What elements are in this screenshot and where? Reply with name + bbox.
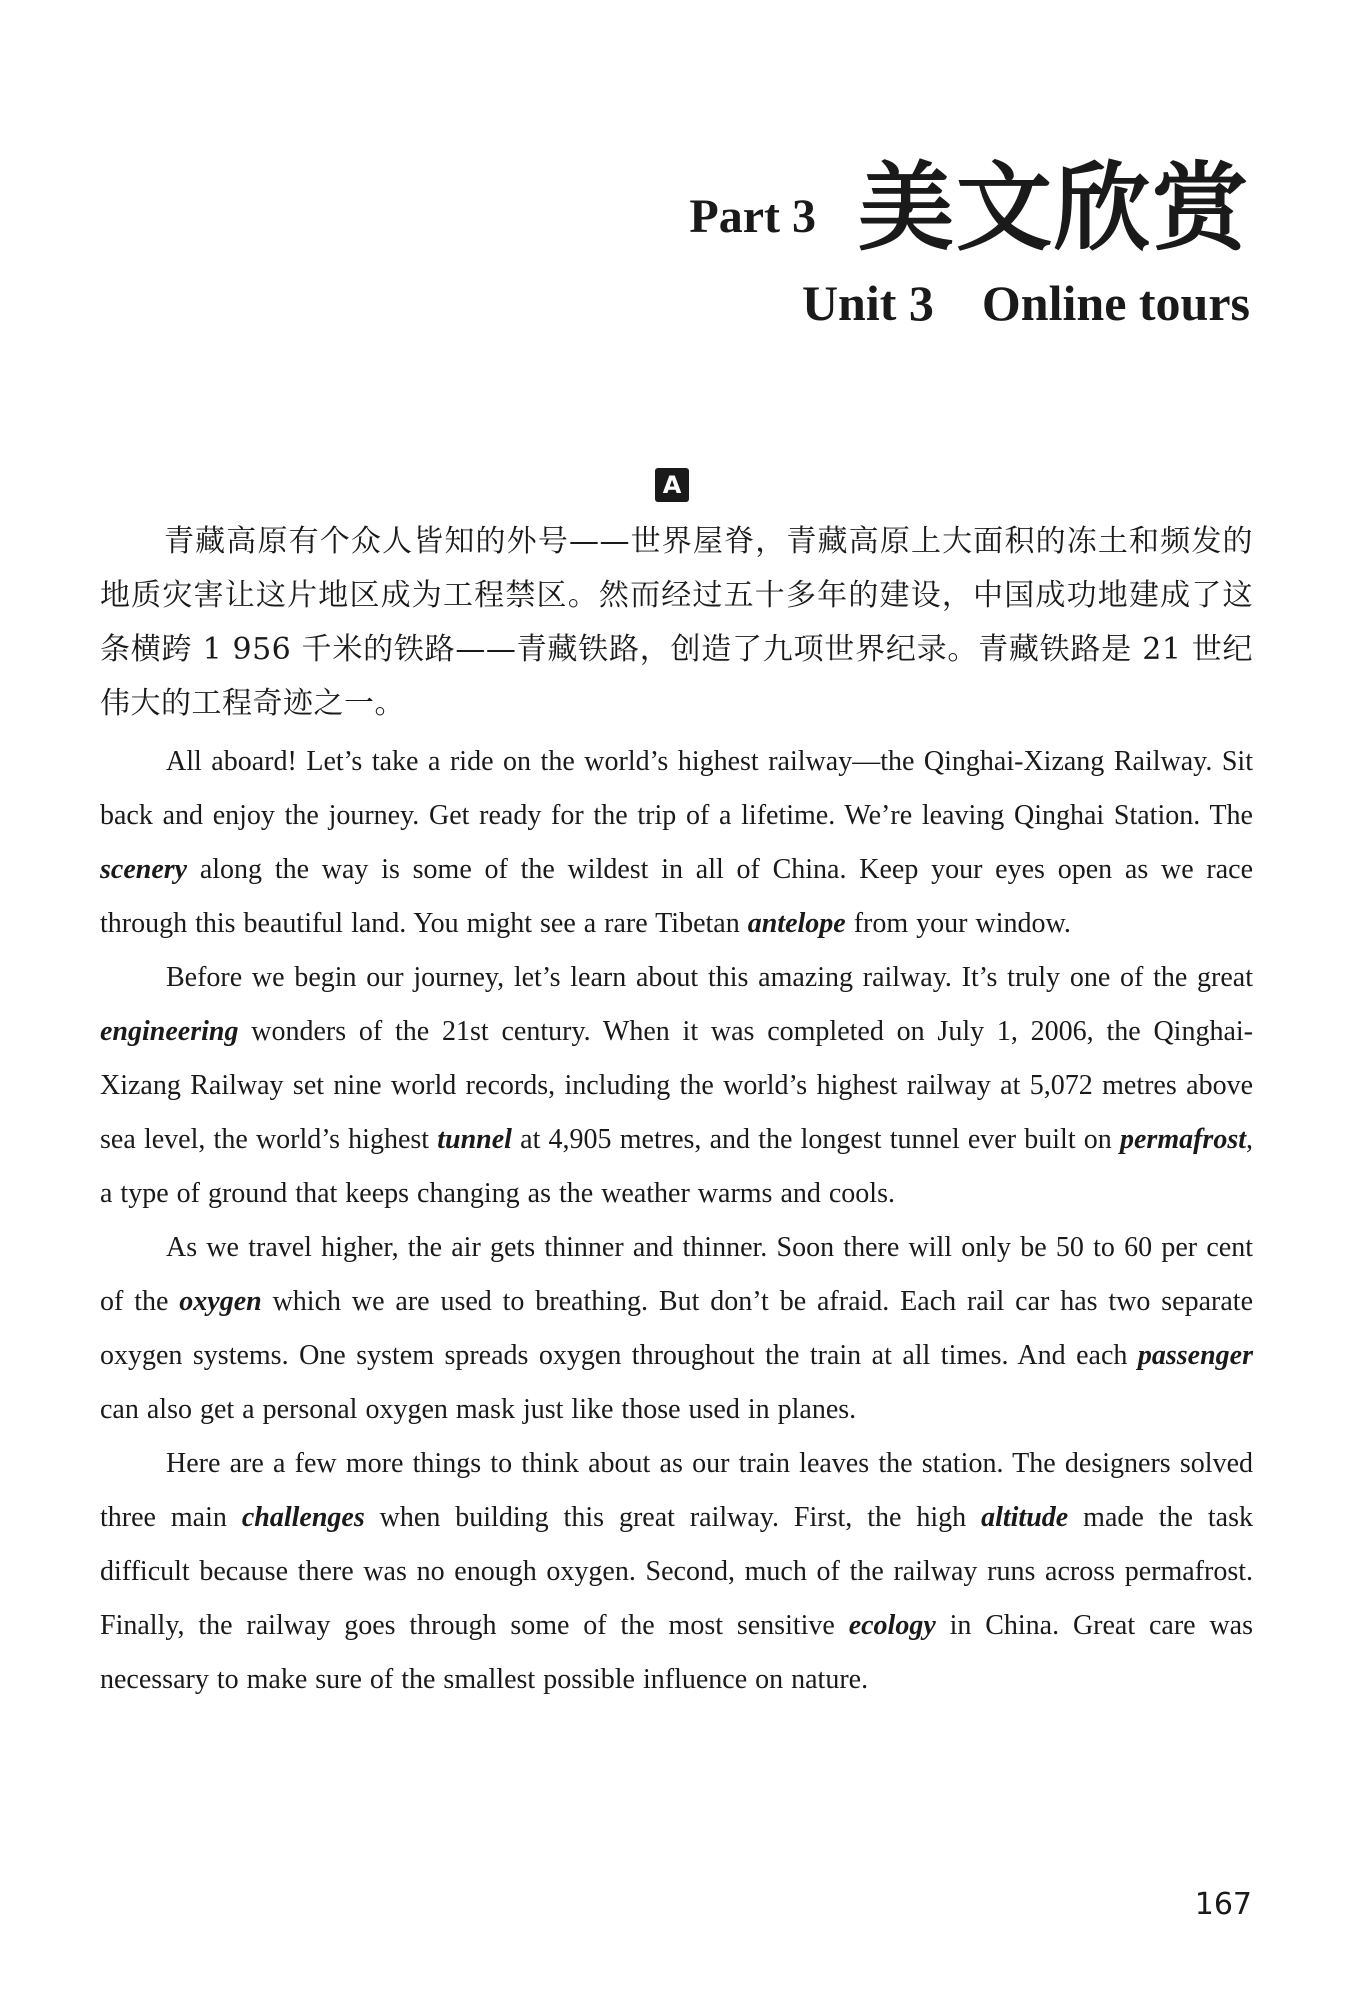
text-span: when building this great railway. First, the high — [364, 1502, 982, 1533]
vocab-word-tunnel: tunnel — [437, 1124, 512, 1155]
part-line — [689, 152, 1250, 264]
paragraph-3 — [100, 1221, 1253, 1437]
part-title: 美文欣赏 — [858, 152, 1250, 264]
vocab-word-engineering: engineering — [100, 1016, 239, 1047]
unit-label: Unit 3 — [801, 275, 934, 331]
unit-title: Online tours — [981, 275, 1250, 331]
text-span: Here are a few more things to think about as our train leaves the station. The designers solved three main — [100, 1448, 1253, 1533]
text-span: at 4,905 metres, and the longest tunnel ever built on — [511, 1124, 1120, 1155]
text-span: which we are used to breathing. But don’t be afraid. Each rail car has two separate oxygen systems. One system spreads oxygen throughout the train at all times. And each — [100, 1286, 1253, 1371]
vocab-word-scenery: scenery — [100, 854, 188, 885]
article-body — [100, 515, 1253, 1707]
text-span: As we travel higher, the air gets thinner and thinner. Soon there will only be 50 to 60 per cent of the — [100, 1232, 1253, 1317]
text-span: can also get a personal oxygen mask just like those used in planes. — [100, 1394, 857, 1425]
vocab-word-passenger: passenger — [1137, 1340, 1253, 1371]
text-span: wonders of the 21st century. When it was completed on July 1, 2006, the Qinghai-Xizang Railway set nine world records, including the world’s highest railway at 5,072 metres above sea level, the world’s highest — [100, 1016, 1253, 1155]
unit-line — [689, 274, 1250, 332]
page-header — [689, 152, 1250, 332]
vocab-word-ecology: ecology — [848, 1610, 936, 1641]
text-span: Before we begin our journey, let’s learn about this amazing railway. It’s truly one of the great — [166, 962, 1253, 993]
text-span: , a type of ground that keeps changing as the weather warms and cools. — [100, 1124, 1253, 1209]
text-span: in China. Great care was necessary to make sure of the smallest possible influence on nature. — [100, 1610, 1253, 1695]
vocab-word-oxygen: oxygen — [179, 1286, 262, 1317]
paragraph-1 — [100, 735, 1253, 951]
page-number: 167 — [1194, 1887, 1252, 1922]
section-badge: A — [655, 468, 689, 502]
vocab-word-permafrost: permafrost — [1120, 1124, 1246, 1155]
vocab-word-altitude: altitude — [981, 1502, 1069, 1533]
paragraph-2 — [100, 951, 1253, 1221]
text-span: along the way is some of the wildest in all of China. Keep your eyes open as we race through this beautiful land. You might see a rare Tibetan — [100, 854, 1253, 939]
text-span: made the task difficult because there was no enough oxygen. Second, much of the railway runs across permafrost. Finally, the railway goes through some of the most sensitive — [100, 1502, 1253, 1641]
part-label: Part 3 — [689, 189, 816, 243]
vocab-word-antelope: antelope — [747, 908, 846, 939]
text-span: All aboard! Let’s take a ride on the world’s highest railway—the Qinghai-Xizang Railway. Sit back and enjoy the journey. Get ready for the trip of a lifetime. We’re leaving Qinghai Station. The — [100, 746, 1253, 831]
vocab-word-challenges: challenges — [241, 1502, 365, 1533]
chinese-intro-paragraph: 青藏高原有个众人皆知的外号——世界屋脊，青藏高原上大面积的冻土和频发的地质灾害让这片地区成为工程禁区。然而经过五十多年的建设，中国成功地建成了这条横跨 1 956 千米的铁路——青藏铁路，创造了九项世界纪录。青藏铁路是 21 世纪伟大的工程奇迹之一。 — [100, 524, 1253, 721]
text-span: from your window. — [845, 908, 1071, 939]
paragraph-4 — [100, 1437, 1253, 1707]
